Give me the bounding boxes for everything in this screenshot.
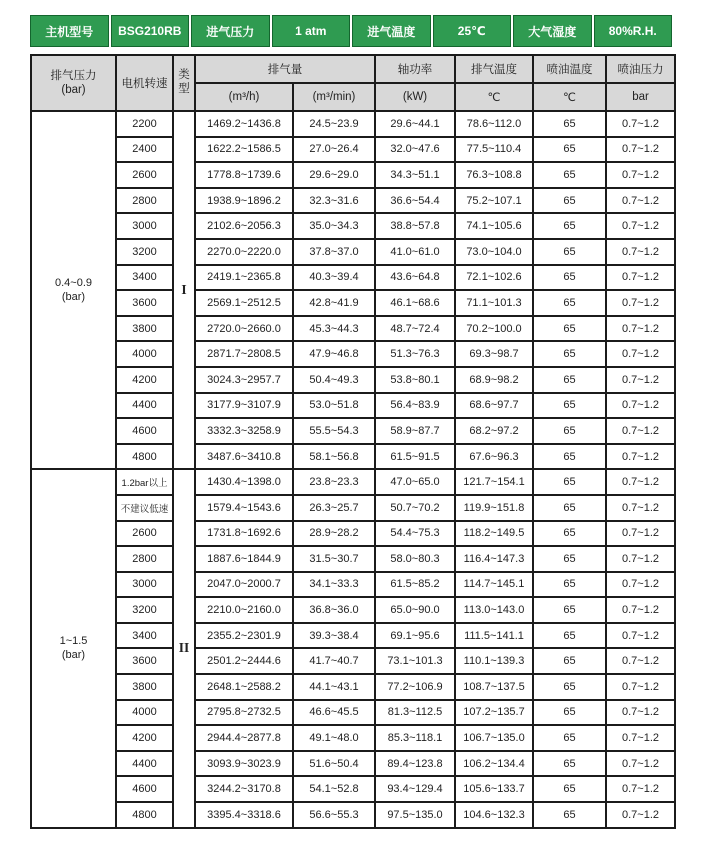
injection-pressure-cell: 0.7~1.2 [606,648,675,674]
unit-celsius-discharge: ℃ [455,83,533,111]
shaft-power-cell: 58.9~87.7 [375,418,455,444]
pressure-range-value: 1~1.5 [59,635,88,648]
displacement-m3h-cell: 2270.0~2220.0 [195,239,293,265]
motor-speed-cell: 1.2bar以上 [116,469,173,495]
shaft-power-cell: 46.1~68.6 [375,290,455,316]
motor-speed-cell: 3800 [116,674,173,700]
shaft-power-cell: 34.3~51.1 [375,162,455,188]
displacement-m3min-cell: 58.1~56.8 [293,444,375,470]
injection-pressure-cell: 0.7~1.2 [606,597,675,623]
col-header-injection-pressure: 喷油压力 [606,55,675,83]
displacement-m3min-cell: 29.6~29.0 [293,162,375,188]
displacement-m3h-cell: 1469.2~1436.8 [195,111,293,137]
discharge-temp-cell: 75.2~107.1 [455,188,533,214]
shaft-power-cell: 48.7~72.4 [375,316,455,342]
displacement-m3min-cell: 46.6~45.5 [293,700,375,726]
table-row [31,469,675,495]
displacement-m3h-cell: 2795.8~2732.5 [195,700,293,726]
table-row [31,648,675,674]
discharge-temp-cell: 67.6~96.3 [455,444,533,470]
shaft-power-cell: 32.0~47.6 [375,137,455,163]
displacement-m3h-cell: 1579.4~1543.6 [195,495,293,521]
table-row [31,751,675,777]
displacement-m3min-cell: 51.6~50.4 [293,751,375,777]
injection-pressure-cell: 0.7~1.2 [606,802,675,828]
discharge-pressure-label: 排气压力 [50,69,97,82]
injection-pressure-cell: 0.7~1.2 [606,521,675,547]
displacement-m3h-cell: 1938.9~1896.2 [195,188,293,214]
displacement-m3h-cell: 3024.3~2957.7 [195,367,293,393]
motor-speed-cell: 2800 [116,188,173,214]
inlet-pressure-label: 进气压力 [191,15,270,47]
motor-speed-cell: 4800 [116,444,173,470]
table-row [31,316,675,342]
discharge-temp-cell: 111.5~141.1 [455,623,533,649]
discharge-temp-cell: 104.6~132.3 [455,802,533,828]
injection-pressure-cell: 0.7~1.2 [606,162,675,188]
motor-speed-cell: 2600 [116,162,173,188]
discharge-temp-cell: 68.6~97.7 [455,393,533,419]
motor-speed-cell: 4400 [116,751,173,777]
shaft-power-cell: 29.6~44.1 [375,111,455,137]
injection-pressure-cell: 0.7~1.2 [606,751,675,777]
table-row [31,137,675,163]
table-row [31,521,675,547]
shaft-power-cell: 43.6~64.8 [375,265,455,291]
type-cell: II [173,469,195,827]
col-header-shaft-power: 轴功率 [375,55,455,83]
displacement-m3min-cell: 47.9~46.8 [293,341,375,367]
motor-speed-cell: 4200 [116,725,173,751]
discharge-temp-cell: 78.6~112.0 [455,111,533,137]
displacement-m3h-cell: 1622.2~1586.5 [195,137,293,163]
displacement-m3h-cell: 2648.1~2588.2 [195,674,293,700]
injection-temp-cell: 65 [533,469,606,495]
displacement-m3min-cell: 31.5~30.7 [293,546,375,572]
discharge-pressure-unit: (bar) [61,84,86,96]
unit-m3h: (m³/h) [195,83,293,111]
injection-pressure-cell: 0.7~1.2 [606,188,675,214]
shaft-power-cell: 61.5~85.2 [375,572,455,598]
displacement-m3h-cell: 2944.4~2877.8 [195,725,293,751]
displacement-m3h-cell: 2102.6~2056.3 [195,213,293,239]
shaft-power-cell: 89.4~123.8 [375,751,455,777]
motor-speed-cell: 2600 [116,521,173,547]
displacement-m3h-cell: 3395.4~3318.6 [195,802,293,828]
table-row [31,418,675,444]
pressure-range-value: 0.4~0.9 [54,276,92,289]
col-header-discharge-temp: 排气温度 [455,55,533,83]
table-row [31,367,675,393]
injection-pressure-cell: 0.7~1.2 [606,725,675,751]
injection-temp-cell: 65 [533,162,606,188]
displacement-m3min-cell: 39.3~38.4 [293,623,375,649]
discharge-temp-cell: 106.2~134.4 [455,751,533,777]
displacement-m3min-cell: 34.1~33.3 [293,572,375,598]
displacement-m3min-cell: 55.5~54.3 [293,418,375,444]
injection-temp-cell: 65 [533,239,606,265]
table-row [31,341,675,367]
displacement-m3min-cell: 54.1~52.8 [293,776,375,802]
unit-celsius-injection: ℃ [533,83,606,111]
injection-pressure-cell: 0.7~1.2 [606,341,675,367]
displacement-m3h-cell: 2720.0~2660.0 [195,316,293,342]
discharge-temp-cell: 116.4~147.3 [455,546,533,572]
injection-pressure-cell: 0.7~1.2 [606,495,675,521]
displacement-m3min-cell: 50.4~49.3 [293,367,375,393]
machine-model-label: 主机型号 [30,15,109,47]
motor-speed-cell: 不建议低速 [116,495,173,521]
displacement-m3min-cell: 45.3~44.3 [293,316,375,342]
injection-pressure-cell: 0.7~1.2 [606,444,675,470]
motor-speed-cell: 3200 [116,597,173,623]
shaft-power-cell: 58.0~80.3 [375,546,455,572]
discharge-temp-cell: 108.7~137.5 [455,674,533,700]
displacement-m3min-cell: 56.6~55.3 [293,802,375,828]
displacement-m3h-cell: 3487.6~3410.8 [195,444,293,470]
pressure-range-cell [31,111,116,469]
spec-header-bar [30,15,672,47]
injection-pressure-cell: 0.7~1.2 [606,700,675,726]
motor-speed-cell: 2800 [116,546,173,572]
displacement-m3min-cell: 44.1~43.1 [293,674,375,700]
col-header-displacement: 排气量 [195,55,375,83]
table-row [31,776,675,802]
col-header-discharge-pressure [31,55,116,111]
displacement-m3min-cell: 32.3~31.6 [293,188,375,214]
ambient-humidity-value: 80%R.H. [594,15,673,47]
injection-pressure-cell: 0.7~1.2 [606,623,675,649]
injection-pressure-cell: 0.7~1.2 [606,469,675,495]
injection-temp-cell: 65 [533,188,606,214]
displacement-m3min-cell: 27.0~26.4 [293,137,375,163]
type-label: 类型 [178,69,190,95]
discharge-temp-cell: 113.0~143.0 [455,597,533,623]
shaft-power-cell: 93.4~129.4 [375,776,455,802]
table-row [31,162,675,188]
displacement-m3h-cell: 2569.1~2512.5 [195,290,293,316]
injection-temp-cell: 65 [533,521,606,547]
injection-temp-cell: 65 [533,367,606,393]
discharge-temp-cell: 119.9~151.8 [455,495,533,521]
motor-speed-cell: 3800 [116,316,173,342]
unit-bar: bar [606,83,675,111]
pressure-range-unit: (bar) [61,291,86,304]
shaft-power-cell: 38.8~57.8 [375,213,455,239]
injection-temp-cell: 65 [533,495,606,521]
injection-pressure-cell: 0.7~1.2 [606,290,675,316]
displacement-m3h-cell: 1430.4~1398.0 [195,469,293,495]
discharge-temp-cell: 114.7~145.1 [455,572,533,598]
table-row [31,111,675,137]
injection-pressure-cell: 0.7~1.2 [606,239,675,265]
discharge-temp-cell: 68.9~98.2 [455,367,533,393]
unit-m3min: (m³/min) [293,83,375,111]
motor-speed-cell: 4600 [116,776,173,802]
discharge-temp-cell: 105.6~133.7 [455,776,533,802]
discharge-temp-cell: 68.2~97.2 [455,418,533,444]
injection-temp-cell: 65 [533,648,606,674]
discharge-temp-cell: 69.3~98.7 [455,341,533,367]
discharge-temp-cell: 77.5~110.4 [455,137,533,163]
injection-temp-cell: 65 [533,341,606,367]
motor-speed-cell: 3200 [116,239,173,265]
motor-speed-cell: 4600 [116,418,173,444]
displacement-m3h-cell: 3244.2~3170.8 [195,776,293,802]
displacement-m3h-cell: 2047.0~2000.7 [195,572,293,598]
displacement-m3min-cell: 26.3~25.7 [293,495,375,521]
motor-speed-cell: 3400 [116,265,173,291]
displacement-m3h-cell: 1778.8~1739.6 [195,162,293,188]
shaft-power-cell: 77.2~106.9 [375,674,455,700]
ambient-humidity-label: 大气湿度 [513,15,592,47]
unit-kw: (kW) [375,83,455,111]
displacement-m3min-cell: 24.5~23.9 [293,111,375,137]
displacement-m3min-cell: 53.0~51.8 [293,393,375,419]
displacement-m3min-cell: 49.1~48.0 [293,725,375,751]
displacement-m3min-cell: 35.0~34.3 [293,213,375,239]
inlet-temperature-value: 25℃ [433,15,512,47]
motor-speed-cell: 3400 [116,623,173,649]
discharge-temp-cell: 121.7~154.1 [455,469,533,495]
table-row [31,623,675,649]
shaft-power-cell: 81.3~112.5 [375,700,455,726]
injection-temp-cell: 65 [533,674,606,700]
motor-speed-cell: 2400 [116,137,173,163]
displacement-m3h-cell: 1887.6~1844.9 [195,546,293,572]
shaft-power-cell: 51.3~76.3 [375,341,455,367]
motor-speed-cell: 4200 [116,367,173,393]
table-row [31,725,675,751]
injection-temp-cell: 65 [533,700,606,726]
col-header-motor-speed: 电机转速 [116,55,173,111]
shaft-power-cell: 54.4~75.3 [375,521,455,547]
injection-temp-cell: 65 [533,418,606,444]
injection-pressure-cell: 0.7~1.2 [606,418,675,444]
inlet-temperature-label: 进气温度 [352,15,431,47]
table-row [31,265,675,291]
displacement-m3min-cell: 36.8~36.0 [293,597,375,623]
shaft-power-cell: 53.8~80.1 [375,367,455,393]
injection-pressure-cell: 0.7~1.2 [606,213,675,239]
inlet-pressure-value: 1 atm [272,15,351,47]
displacement-m3h-cell: 1731.8~1692.6 [195,521,293,547]
displacement-m3min-cell: 41.7~40.7 [293,648,375,674]
discharge-temp-cell: 76.3~108.8 [455,162,533,188]
table-row [31,495,675,521]
injection-temp-cell: 65 [533,393,606,419]
injection-temp-cell: 65 [533,213,606,239]
table-row [31,213,675,239]
discharge-temp-cell: 118.2~149.5 [455,521,533,547]
performance-table [30,54,676,829]
shaft-power-cell: 73.1~101.3 [375,648,455,674]
displacement-m3min-cell: 37.8~37.0 [293,239,375,265]
motor-speed-cell: 3600 [116,648,173,674]
injection-pressure-cell: 0.7~1.2 [606,137,675,163]
injection-temp-cell: 65 [533,776,606,802]
motor-speed-cell: 4800 [116,802,173,828]
injection-pressure-cell: 0.7~1.2 [606,367,675,393]
shaft-power-cell: 41.0~61.0 [375,239,455,265]
injection-pressure-cell: 0.7~1.2 [606,316,675,342]
col-header-type [173,55,195,111]
injection-pressure-cell: 0.7~1.2 [606,111,675,137]
injection-pressure-cell: 0.7~1.2 [606,393,675,419]
injection-temp-cell: 65 [533,137,606,163]
displacement-m3h-cell: 2355.2~2301.9 [195,623,293,649]
machine-model-value: BSG210RB [111,15,190,47]
spec-sheet [0,15,702,849]
table-row [31,444,675,470]
table-row [31,239,675,265]
injection-temp-cell: 65 [533,111,606,137]
pressure-range-cell [31,469,116,827]
injection-temp-cell: 65 [533,802,606,828]
injection-temp-cell: 65 [533,725,606,751]
injection-temp-cell: 65 [533,546,606,572]
displacement-m3h-cell: 2210.0~2160.0 [195,597,293,623]
motor-speed-cell: 3000 [116,572,173,598]
motor-speed-cell: 4000 [116,700,173,726]
discharge-temp-cell: 74.1~105.6 [455,213,533,239]
injection-pressure-cell: 0.7~1.2 [606,674,675,700]
shaft-power-cell: 69.1~95.6 [375,623,455,649]
injection-temp-cell: 65 [533,316,606,342]
discharge-temp-cell: 107.2~135.7 [455,700,533,726]
motor-speed-cell: 3000 [116,213,173,239]
shaft-power-cell: 85.3~118.1 [375,725,455,751]
displacement-m3h-cell: 3332.3~3258.9 [195,418,293,444]
discharge-temp-cell: 73.0~104.0 [455,239,533,265]
motor-speed-cell: 2200 [116,111,173,137]
displacement-m3h-cell: 2419.1~2365.8 [195,265,293,291]
injection-pressure-cell: 0.7~1.2 [606,572,675,598]
injection-pressure-cell: 0.7~1.2 [606,776,675,802]
pressure-range-unit: (bar) [61,649,86,662]
table-header [31,55,675,111]
motor-speed-cell: 3600 [116,290,173,316]
displacement-m3h-cell: 3177.9~3107.9 [195,393,293,419]
motor-speed-cell: 4400 [116,393,173,419]
shaft-power-cell: 47.0~65.0 [375,469,455,495]
col-header-injection-temp: 喷油温度 [533,55,606,83]
shaft-power-cell: 61.5~91.5 [375,444,455,470]
table-body [31,111,675,828]
shaft-power-cell: 97.5~135.0 [375,802,455,828]
shaft-power-cell: 65.0~90.0 [375,597,455,623]
displacement-m3min-cell: 40.3~39.4 [293,265,375,291]
table-row [31,546,675,572]
injection-pressure-cell: 0.7~1.2 [606,265,675,291]
displacement-m3min-cell: 28.9~28.2 [293,521,375,547]
motor-speed-cell: 4000 [116,341,173,367]
displacement-m3h-cell: 3093.9~3023.9 [195,751,293,777]
shaft-power-cell: 36.6~54.4 [375,188,455,214]
table-row [31,188,675,214]
discharge-temp-cell: 71.1~101.3 [455,290,533,316]
injection-temp-cell: 65 [533,572,606,598]
table-row [31,290,675,316]
table-row [31,597,675,623]
shaft-power-cell: 50.7~70.2 [375,495,455,521]
discharge-temp-cell: 106.7~135.0 [455,725,533,751]
displacement-m3h-cell: 2871.7~2808.5 [195,341,293,367]
table-row [31,802,675,828]
injection-temp-cell: 65 [533,290,606,316]
injection-temp-cell: 65 [533,623,606,649]
displacement-m3h-cell: 2501.2~2444.6 [195,648,293,674]
discharge-temp-cell: 110.1~139.3 [455,648,533,674]
injection-temp-cell: 65 [533,444,606,470]
type-cell: I [173,111,195,469]
shaft-power-cell: 56.4~83.9 [375,393,455,419]
injection-pressure-cell: 0.7~1.2 [606,546,675,572]
displacement-m3min-cell: 23.8~23.3 [293,469,375,495]
table-row [31,393,675,419]
discharge-temp-cell: 70.2~100.0 [455,316,533,342]
displacement-m3min-cell: 42.8~41.9 [293,290,375,316]
table-row [31,700,675,726]
table-row [31,572,675,598]
table-row [31,674,675,700]
injection-temp-cell: 65 [533,597,606,623]
discharge-temp-cell: 72.1~102.6 [455,265,533,291]
injection-temp-cell: 65 [533,265,606,291]
injection-temp-cell: 65 [533,751,606,777]
